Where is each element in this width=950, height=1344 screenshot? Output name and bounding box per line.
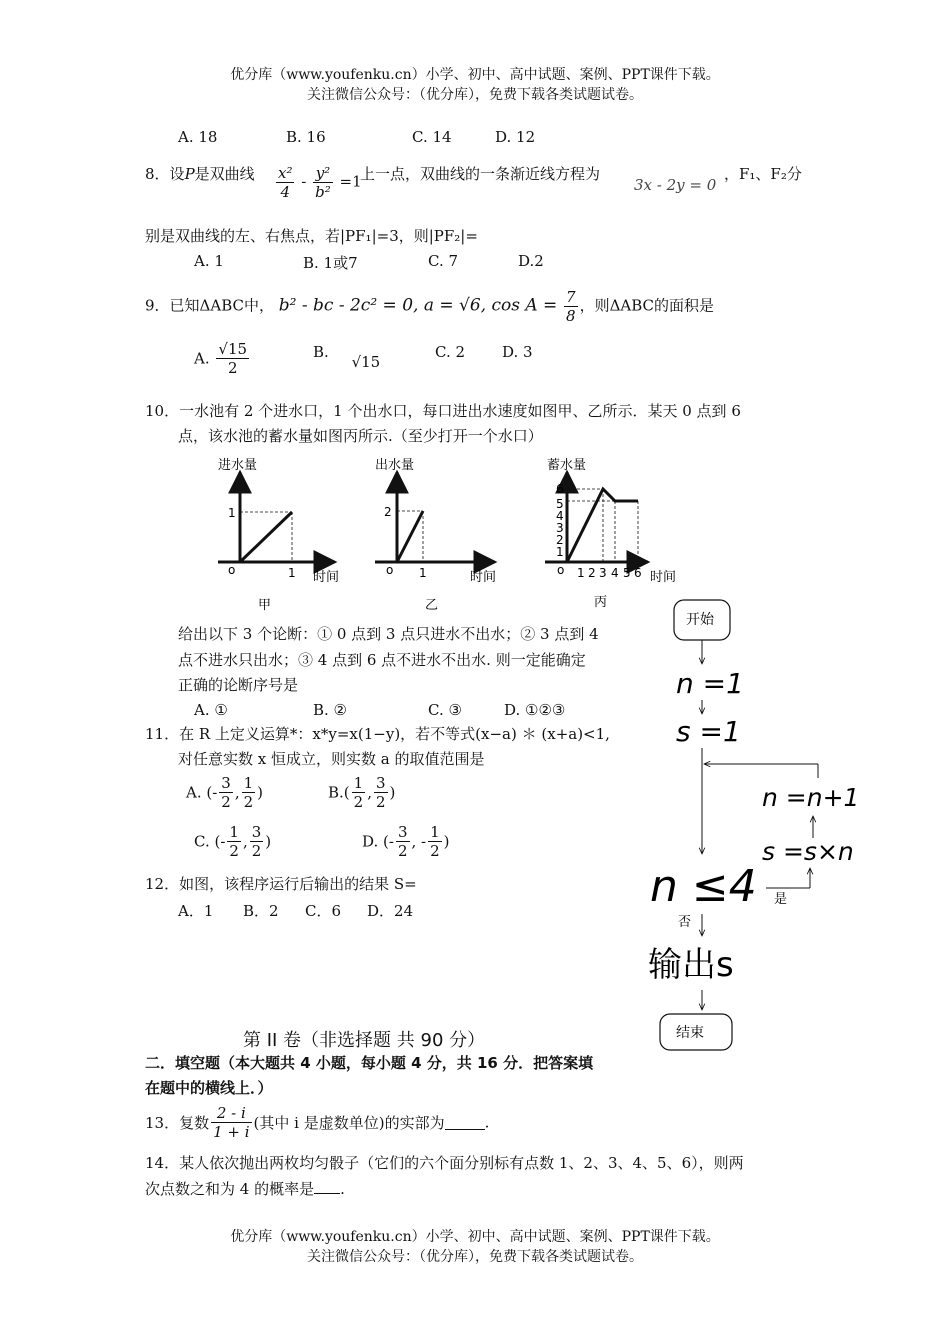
q8-line-2: 别是双曲线的左、右焦点，若|PF₁|=3，则|PF₂|=: [145, 227, 478, 245]
chart-jia-xlabel: 时间: [313, 570, 340, 585]
chart-bing-caption: 丙: [594, 595, 608, 610]
q8-option-d: D.2: [518, 252, 544, 270]
q12-option-b: B．2: [243, 902, 279, 920]
chart-bing-series: [567, 489, 638, 562]
q11-option-c: C. (- $\frac{1}{2}$ , $\frac{3}{2}$ ): [194, 823, 272, 860]
q11-line-1: 11．在 R 上定义运算*：x*y=x(1−y)，若不等式(x−a) ＊ (x+a)<1,: [145, 725, 610, 743]
chart-bing-xtick-5: 5: [623, 566, 631, 580]
chart-bing-xtick-3: 3: [599, 566, 607, 580]
chart-jia-series: [240, 512, 292, 562]
chart-bing-xlabel: 时间: [650, 570, 677, 585]
q8-equation: [274, 164, 362, 201]
flowchart-start: 开始: [686, 612, 714, 628]
chart-yi-xlabel: 时间: [470, 570, 497, 585]
q11-option-b: B.( $\frac{1}{2}$ , $\frac{3}{2}$ ): [328, 774, 396, 811]
chart-yi-ytick: 2: [384, 505, 392, 519]
q10-charts: [200, 450, 700, 615]
q10-desc-2: 点不进水只出水；③ 4 点到 6 点不进水不出水. 则一定能确定: [178, 651, 586, 669]
q9-option-d: D. 3: [502, 343, 533, 361]
q9-stem: [145, 288, 714, 325]
q11-option-d: D. (- $\frac{3}{2}$ , - $\frac{1}{2}$ ): [362, 823, 450, 860]
q8-text-4: ，F₁、F₂分: [724, 165, 802, 183]
flowchart-end: 结束: [676, 1025, 704, 1041]
chart-bing-ytick-1: 1: [556, 545, 564, 559]
chart-jia-caption: 甲: [258, 598, 272, 613]
flowchart: [640, 596, 880, 1066]
q12-option-c: C．6: [305, 902, 342, 920]
q14-line-1: 14．某人依次抛出两枚均匀骰子（它们的六个面分别标有点数 1、2、3、4、5、6），则两: [145, 1154, 744, 1172]
q13-answer-blank[interactable]: [445, 1115, 485, 1130]
q13-period: .: [484, 1113, 490, 1132]
flowchart-condition: n ≤4: [650, 861, 757, 912]
q8-number: 8．: [145, 165, 170, 183]
flowchart-no-label: 否: [678, 915, 692, 930]
q8-option-a: A. 1: [194, 252, 224, 270]
q14-line-2: [145, 1178, 345, 1200]
chart-bing-ytick-6: 6: [556, 482, 564, 496]
q8-text-1: 设: [169, 165, 185, 183]
q14-period: .: [340, 1180, 345, 1198]
chart-yi-caption: 乙: [425, 598, 439, 613]
q8-eq: =1: [339, 172, 362, 191]
q7-option-a: A. 18: [178, 128, 218, 146]
chart-bing-ytick-4: 4: [556, 509, 564, 523]
q9-condition: b² - bc - 2c² = 0, a = √6, cos A =: [278, 295, 558, 316]
chart-bing-ytick-3: 3: [556, 521, 564, 535]
chart-bing-xtick-1: 1: [577, 566, 585, 580]
flowchart-n-init: n =1: [676, 667, 744, 700]
flowchart-n-increment: n =n+1: [762, 783, 860, 812]
footer-line-2: 关注微信公众号：（优分库），免费下载各类试题试卷。: [307, 1249, 643, 1265]
chart-bing-xtick-4: 4: [611, 566, 619, 580]
q7-option-d: D. 12: [495, 128, 536, 146]
q8-stem: [145, 163, 255, 185]
q9-fraction: $\frac{7}{8}$: [566, 288, 576, 325]
chart-jia: [218, 457, 339, 613]
q13-fraction: $\frac{2 - i}{1 + i}$: [213, 1104, 250, 1141]
header-line-1: 优分库（www.youfenku.cn）小学、初中、高中试题、案例、PPT课件下载。: [230, 67, 720, 83]
q10-desc-1: 给出以下 3 个论断：① 0 点到 3 点只进水不出水；② 3 点到 4: [178, 625, 599, 643]
flowchart-s-init: s =1: [676, 715, 741, 748]
section-2-title: 第 II 卷（非选择题 共 90 分）: [243, 1030, 486, 1051]
chart-jia-ylabel: 进水量: [218, 458, 258, 473]
q10-option-c: C. ③: [428, 701, 462, 719]
q8-text-2: 是双曲线: [194, 165, 255, 183]
chart-jia-xtick: 1: [288, 566, 296, 580]
q13: [145, 1104, 489, 1141]
chart-yi-series: [397, 511, 423, 562]
q14-text: 次点数之和为 4 的概率是: [145, 1180, 315, 1198]
q7-option-c: C. 14: [412, 128, 452, 146]
header-line-2: 关注微信公众号：（优分库），免费下载各类试题试卷。: [307, 87, 643, 103]
chart-jia-ytick: 1: [228, 506, 236, 520]
q9-option-a: A. $\frac{√15}{2}$: [194, 340, 248, 377]
q8-fraction-x: $\frac{\text{x²}}{4}$: [278, 164, 293, 201]
q12-option-a: A．1: [178, 902, 214, 920]
q12-option-d: D．24: [367, 902, 414, 920]
chart-bing-ylabel: 蓄水量: [547, 458, 587, 473]
q10-desc-3: 正确的论断序号是: [178, 676, 299, 694]
section-2-heading-2: 在题中的横线上．）: [145, 1079, 273, 1097]
q9-text-1: 已知ΔABC中，: [169, 296, 274, 315]
chart-yi: [375, 457, 496, 613]
chart-bing: [545, 457, 676, 610]
chart-jia-origin: o: [228, 563, 236, 577]
q9-text-2: ，则ΔABC的面积是: [579, 296, 715, 315]
chart-bing-origin: o: [557, 563, 565, 577]
q8-asymptote: 3x - 2y = 0: [634, 176, 717, 194]
chart-bing-ytick-2: 2: [556, 533, 564, 547]
flowchart-output: 输出s: [648, 945, 734, 985]
q8-fraction-y: $\frac{\text{y²}}{\text{b²}}$: [315, 164, 331, 201]
q14-answer-blank[interactable]: [314, 1179, 340, 1194]
q9-number: 9．: [145, 296, 170, 315]
q8-point: P: [184, 165, 195, 183]
q8-option-b: B. 1或7: [303, 254, 358, 272]
q9-option-c: C. 2: [435, 343, 466, 361]
flowchart-yes-label: 是: [774, 892, 788, 907]
q8-minus: -: [301, 172, 307, 191]
chart-bing-xtick-6: 6: [634, 566, 642, 580]
chart-yi-xtick: 1: [419, 566, 427, 580]
chart-yi-ylabel: 出水量: [375, 458, 415, 473]
q13-text: (其中 i 是虚数单位)的实部为: [253, 1114, 445, 1132]
q8-text-3: 上一点，双曲线的一条渐近线方程为: [360, 165, 601, 183]
section-2-heading-1: 二．填空题（本大题共 4 小题，每小题 4 分，共 16 分．把答案填: [145, 1054, 594, 1072]
q9-option-b: B. √15: [313, 343, 381, 371]
q13-number: 13．复数: [145, 1114, 210, 1132]
q10-line-2: 点，该水池的蓄水量如图丙所示.（至少打开一个水口）: [178, 427, 543, 445]
q10-option-b: B. ②: [313, 701, 348, 719]
q10-option-d: D. ①②③: [504, 701, 566, 719]
q11-line-2: 对任意实数 x 恒成立，则实数 a 的取值范围是: [178, 750, 485, 768]
footer-line-1: 优分库（www.youfenku.cn）小学、初中、高中试题、案例、PPT课件下载。: [230, 1229, 720, 1245]
chart-bing-xtick-2: 2: [588, 566, 596, 580]
q7-option-b: B. 16: [286, 128, 326, 146]
chart-yi-origin: o: [386, 563, 394, 577]
flowchart-s-multiply: s =s×n: [762, 837, 854, 866]
q10-option-a: A. ①: [194, 701, 228, 719]
chart-bing-ytick-5: 5: [556, 497, 564, 511]
q10-line-1: 10．一水池有 2 个进水口，1 个出水口，每口进出水速度如图甲、乙所示．某天 0 点到 6: [145, 402, 741, 420]
q8-option-c: C. 7: [428, 252, 459, 270]
q12-line-1: 12．如图，该程序运行后输出的结果 S=: [145, 875, 417, 893]
q11-option-a: A. (- $\frac{3}{2}$ , $\frac{1}{2}$ ): [186, 774, 264, 811]
